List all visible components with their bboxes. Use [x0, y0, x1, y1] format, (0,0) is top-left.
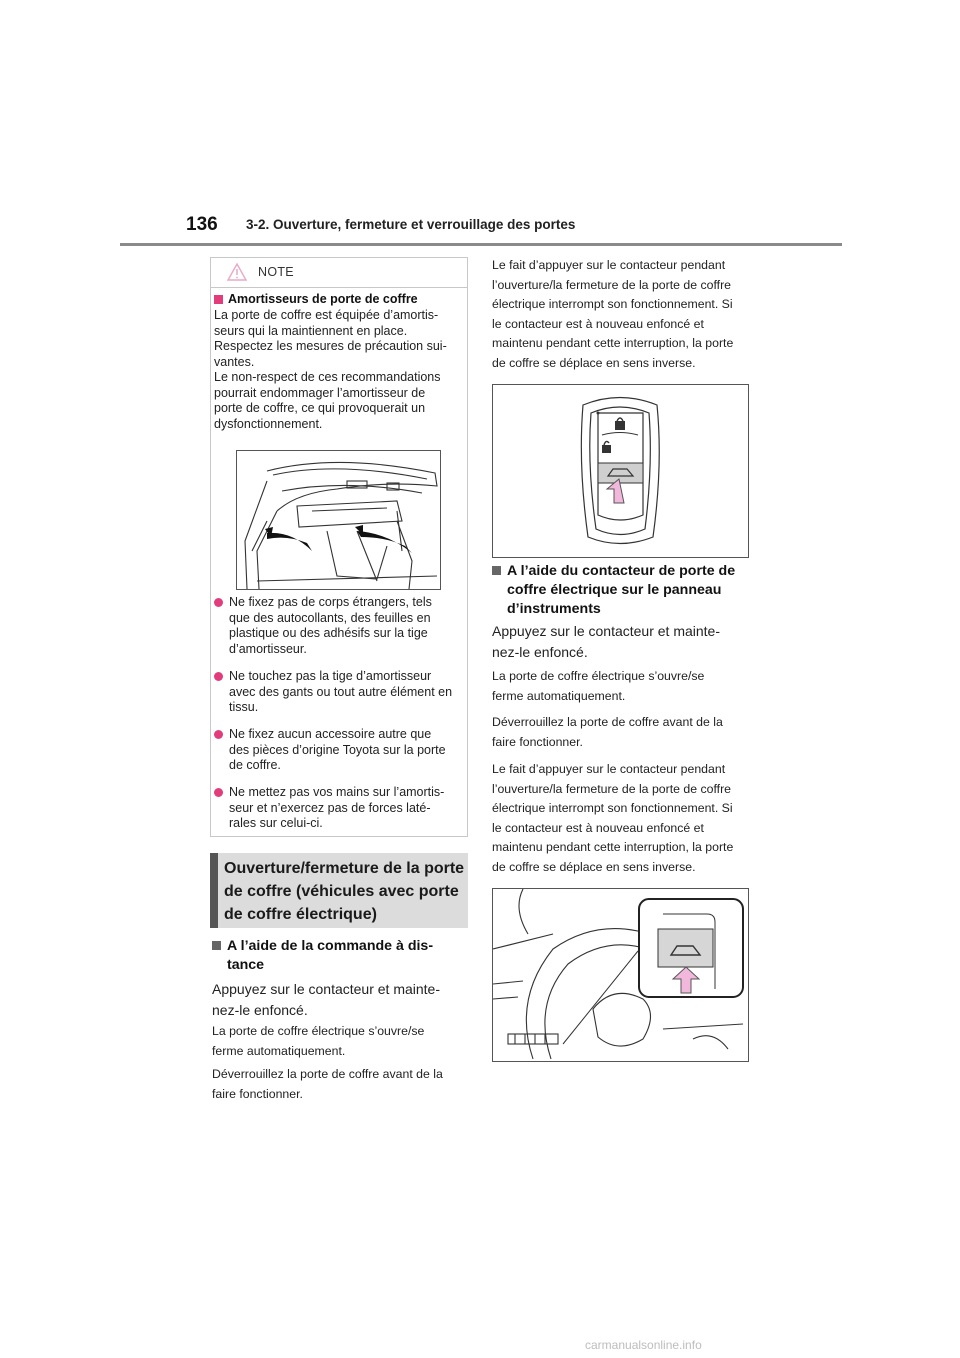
section-banner-title — [224, 857, 466, 926]
bullet-line: de coffre. — [229, 758, 281, 772]
note-line: La porte de coffre est équipée d’amortis- — [214, 308, 439, 322]
header-rule — [120, 243, 842, 246]
tailgate-damper-illustration — [236, 450, 441, 590]
bullet-line: que des autocollants, des feuilles en — [229, 610, 431, 625]
body-line: maintenu pendant cette interruption, la porte — [492, 840, 734, 854]
banner-line: Ouverture/fermeture de la porte — [224, 860, 465, 877]
body-line: l’ouverture/la fermeture de la porte de coffre — [492, 781, 732, 796]
dashboard-switch-illustration — [492, 888, 749, 1062]
dashboard-drawing — [493, 889, 748, 1061]
bullet-line: plastique ou des adhésifs sur la tige — [229, 626, 428, 640]
warning-triangle-icon — [227, 263, 247, 281]
lead-line: Appuyez sur le contacteur et mainte- — [492, 623, 721, 639]
note-bullet — [214, 785, 466, 832]
section-title: 3-2. Ouverture, fermeture et verrouillage des portes — [246, 217, 576, 232]
heading-line: tance — [227, 957, 265, 973]
bullet-line: rales sur celui-ci. — [229, 816, 323, 830]
body-line: faire fonctionner. — [212, 1086, 303, 1101]
body-line: électrique interrompt son fonctionnement. Si — [492, 297, 733, 311]
note-header — [211, 258, 467, 288]
round-bullet-icon — [214, 598, 223, 607]
round-bullet-icon — [214, 788, 223, 797]
remote-lead — [212, 979, 468, 1021]
banner-line: de coffre (véhicules avec porte — [224, 883, 459, 900]
bullet-line: d’amortisseur. — [229, 641, 307, 656]
remote-heading — [212, 937, 468, 975]
square-bullet-icon — [212, 941, 221, 950]
remote-p3 — [492, 256, 752, 373]
bullet-line: avec des gants ou tout autre élément en — [229, 684, 453, 699]
bullet-line: Ne touchez pas la tige d’amortisseur — [229, 669, 432, 683]
body-line: Le fait d’appuyer sur le contacteur pendant — [492, 258, 726, 272]
bullet-line: Ne fixez pas de corps étrangers, tels — [229, 595, 432, 609]
heading-line: coffre électrique sur le panneau — [507, 582, 722, 598]
heading-line: A l’aide du contacteur de porte de — [507, 563, 736, 579]
note-line: Le non-respect de ces recommandations — [214, 370, 441, 384]
note-bullet — [214, 595, 466, 657]
note-subheading-text: Amortisseurs de porte de coffre — [228, 292, 418, 306]
body-line: de coffre se déplace en sens inverse. — [492, 355, 696, 370]
dashboard-heading — [492, 562, 752, 619]
body-line: faire fonctionner. — [492, 734, 583, 749]
note-bullet — [214, 727, 466, 774]
note-paragraph — [214, 308, 464, 432]
body-line: La porte de coffre électrique s’ouvre/se — [492, 669, 705, 683]
heading-line: A l’aide de la commande à dis- — [227, 938, 434, 954]
note-line: porte de coffre, ce qui provoquerait un — [214, 401, 426, 415]
section-banner-bar — [210, 853, 218, 928]
body-line: électrique interrompt son fonctionnement. Si — [492, 801, 733, 815]
lead-line: nez-le enfoncé. — [212, 1002, 308, 1018]
dashboard-lead — [492, 621, 752, 663]
note-line: pourrait endommager l’amortisseur de — [214, 385, 426, 400]
remote-p1 — [212, 1022, 468, 1061]
key-fob-illustration — [492, 384, 749, 558]
dashboard-p1 — [492, 667, 752, 706]
dashboard-p2 — [492, 713, 752, 752]
note-label: NOTE — [258, 265, 294, 279]
note-bullet — [214, 669, 466, 716]
body-line: ferme automatiquement. — [212, 1043, 346, 1058]
lead-line: Appuyez sur le contacteur et mainte- — [212, 981, 441, 997]
body-line: le contacteur est à nouveau enfoncé et — [492, 820, 704, 835]
round-bullet-icon — [214, 730, 223, 739]
key-fob-drawing — [493, 385, 748, 557]
body-line: Déverrouillez la porte de coffre avant de la — [212, 1067, 443, 1081]
page-number: 136 — [186, 214, 218, 235]
body-line: le contacteur est à nouveau enfoncé et — [492, 316, 704, 331]
body-line: Le fait d’appuyer sur le contacteur pendant — [492, 762, 726, 776]
lead-line: nez-le enfoncé. — [492, 644, 588, 660]
bullet-line: Ne mettez pas vos mains sur l’amortis- — [229, 785, 445, 799]
body-line: La porte de coffre électrique s’ouvre/se — [212, 1024, 425, 1038]
heading-line: d’instruments — [507, 601, 601, 617]
tailgate-drawing — [237, 451, 440, 589]
body-line: ferme automatiquement. — [492, 688, 626, 703]
square-bullet-icon — [492, 566, 501, 575]
note-line: dysfonctionnement. — [214, 416, 323, 431]
bullet-line: des pièces d’origine Toyota sur la porte — [229, 742, 446, 757]
bullet-line: tissu. — [229, 700, 259, 714]
body-line: de coffre se déplace en sens inverse. — [492, 859, 696, 874]
dashboard-p3 — [492, 760, 752, 877]
round-bullet-icon — [214, 672, 223, 681]
bullet-line: seur et n’exercez pas de forces laté- — [229, 800, 431, 815]
remote-p2 — [212, 1065, 468, 1104]
note-line: vantes. — [214, 354, 255, 369]
banner-line: de coffre électrique) — [224, 906, 377, 923]
footer-watermark: carmanualsonline.info — [585, 1338, 702, 1352]
note-line: Respectez les mesures de précaution sui- — [214, 339, 447, 353]
body-line: Déverrouillez la porte de coffre avant de la — [492, 715, 723, 729]
body-line: maintenu pendant cette interruption, la porte — [492, 336, 734, 350]
body-line: l’ouverture/la fermeture de la porte de coffre — [492, 277, 732, 292]
bullet-line: Ne fixez aucun accessoire autre que — [229, 727, 432, 741]
square-bullet-icon — [214, 295, 223, 304]
note-subheading — [214, 292, 418, 306]
note-line: seurs qui la maintiennent en place. — [214, 323, 408, 338]
